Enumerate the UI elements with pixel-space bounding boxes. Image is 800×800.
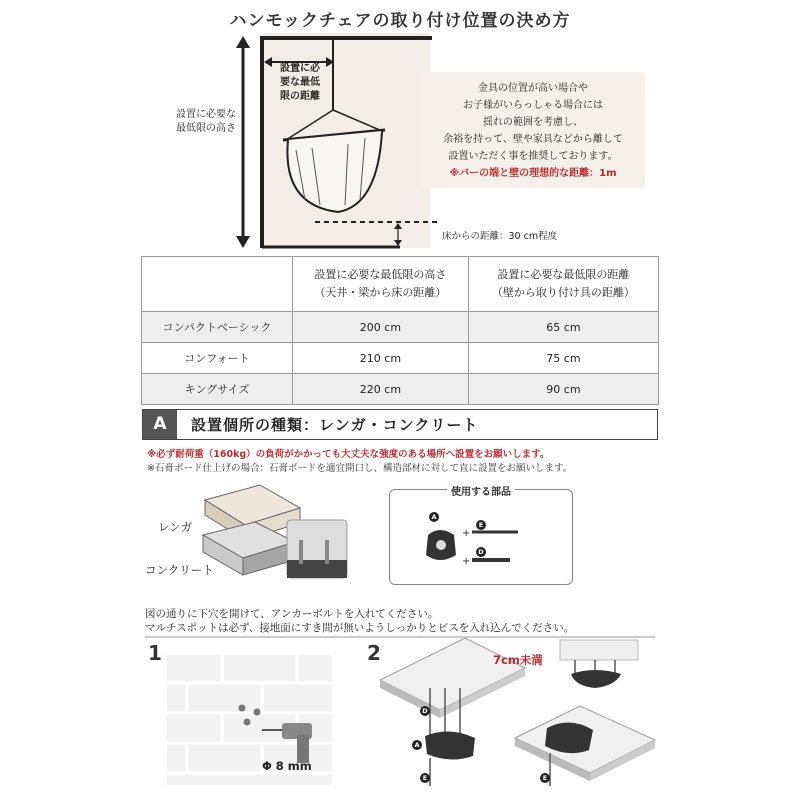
table-header-empty xyxy=(142,257,293,312)
svg-text:+: + xyxy=(462,528,471,539)
distance-label: 設置に必要な最低限の距離 xyxy=(280,63,320,102)
section-title: 設置個所の種類：レンガ・コンクリート xyxy=(191,416,479,434)
note-line: お子様がいらっしゃる場合には xyxy=(463,100,603,111)
section-letter: A xyxy=(143,410,177,439)
instruction-line: 図の通りに下穴を開けて、アンカーボルトを入れてください。 xyxy=(145,608,439,620)
step-number: 2 xyxy=(367,641,381,665)
note-line: 設置いただく事を推奨しております。 xyxy=(448,151,618,162)
model-name: コンフォート xyxy=(142,343,293,374)
model-name: キングサイズ xyxy=(142,374,293,405)
recommendation-note xyxy=(421,72,645,188)
max-gap-label: 7cm未満 xyxy=(493,653,543,667)
part-badge: D xyxy=(476,547,486,557)
model-height: 220 cm xyxy=(293,374,469,405)
parts-title: 使用する部品 xyxy=(447,487,515,498)
model-height: 200 cm xyxy=(293,312,469,343)
section-header xyxy=(142,409,658,440)
height-label: 設置に必要な最低限の高さ xyxy=(176,109,236,134)
table-header-distance: 設置に必要な最低限の距離 （壁から取り付け具の距離） xyxy=(468,257,658,312)
note-line: 余裕を持って、壁や家具などから離して xyxy=(443,134,623,145)
page-title: ハンモックチェアの取り付け位置の決め方 xyxy=(229,11,571,31)
part-badge: E xyxy=(476,520,486,530)
table-row xyxy=(142,312,659,343)
part-badge: D xyxy=(420,706,430,716)
note-ideal-distance: ※バーの端と壁の理想的な距離：1m xyxy=(449,168,617,179)
model-distance: 90 cm xyxy=(468,374,658,405)
step-number: 1 xyxy=(148,641,162,665)
concrete-label: コンクリート xyxy=(145,563,214,577)
note-line: 金具の位置が高い場合や xyxy=(478,83,588,94)
brick-label: レンガ xyxy=(158,520,193,534)
table-header-height: 設置に必要な最低限の高さ （天井・梁から床の距離） xyxy=(293,257,469,312)
load-warning: ※必ず耐荷重（160kg）の負荷がかかっても大丈夫な強度のある場所へ設置をお願いします。 xyxy=(147,449,550,460)
brick-concrete-illustration xyxy=(195,480,365,590)
model-distance: 75 cm xyxy=(468,343,658,374)
drill-size-label: Φ 8 mm xyxy=(262,759,312,773)
model-height: 210 cm xyxy=(293,343,469,374)
table-row xyxy=(142,374,659,405)
table-row xyxy=(142,343,659,374)
model-name: コンパクトベーシック xyxy=(142,312,293,343)
svg-text:+: + xyxy=(462,556,471,567)
size-table xyxy=(141,256,659,405)
instruction-line: マルチスポットは必ず、接地面にすき間が無いようしっかりとビスを入れ込んでください。 xyxy=(145,622,575,634)
part-badge: E xyxy=(420,773,430,783)
model-distance: 65 cm xyxy=(468,312,658,343)
part-badge: E xyxy=(540,773,550,783)
part-badge: A xyxy=(429,512,439,522)
plasterboard-note: ※石膏ボード仕上げの場合：石膏ボードを適宜開口し、構造部材に対して直に設置をお願いします。 xyxy=(147,463,573,474)
note-line: 揺れの範囲を考慮し、 xyxy=(483,117,583,128)
table-header-row xyxy=(142,257,659,312)
floor-distance-label: 床からの距離：30 cm程度 xyxy=(442,231,558,242)
part-badge: A xyxy=(412,740,422,750)
parts-box xyxy=(389,489,573,585)
